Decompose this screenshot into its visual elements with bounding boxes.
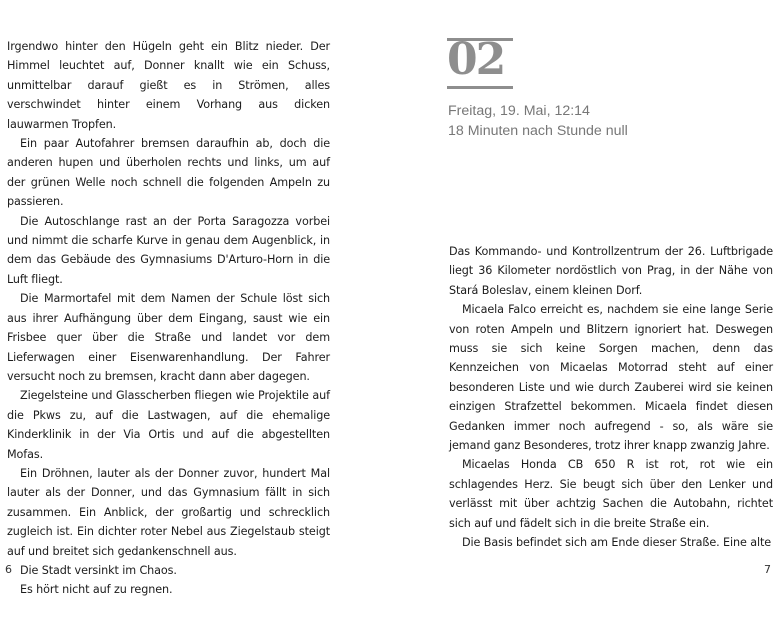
paragraph: Die Stadt versinkt im Chaos. — [20, 563, 177, 577]
paragraph: Ein paar Autofahrer bremsen daraufhin ab, doch die anderen hupen und überholen rechts und links, um auf der grünen Welle noch schnell die folgenden Ampeln zu passieren. — [7, 137, 330, 209]
paragraph: Das Kommando- und Kontrollzentrum der 26. Luftbrigade liegt 36 Kilometer nordöstlich von Prag, in der Nähe von Stará Boleslav, einem kleinen Dorf. — [449, 245, 773, 297]
paragraph: Es hört nicht auf zu regnen. — [20, 583, 173, 597]
right-page-body — [449, 242, 773, 553]
chapter-heading — [448, 101, 628, 141]
right-page — [389, 0, 778, 622]
paragraph: Ziegelsteine und Glasscherben fliegen wie Projektile auf die Pkws zu, auf die Lastwagen, auf die ehemalige Kinderklinik in der Via Ortis und auf die abgestellten Mofas. — [7, 389, 330, 461]
chapter-number: 02 — [447, 34, 505, 85]
chapter-date: Freitag, 19. Mai, 12:14 — [448, 103, 590, 119]
paragraph: Ein Dröhnen, lauter als der Donner zuvor, hundert Mal lauter als der Donner, und das Gymnasium fällt in sich zusammen. Ein Anblick, der großartig und schrecklich zugleich ist. Ein dichter roter Nebel aus Ziegelstaub steigt auf und breitet sich gedankenschnell aus. — [7, 466, 330, 558]
chapter-subtitle: 18 Minuten nach Stunde null — [448, 123, 628, 139]
paragraph: Micaelas Honda CB 650 R ist rot, rot wie ein schlagendes Herz. Sie beugt sich über den Lenker und verlässt mit über achtzig Sachen die Autobahn, richtet sich auf und fädelt sich in die breite Straße ein. — [449, 458, 773, 530]
page-number-right: 7 — [764, 563, 771, 576]
paragraph: Micaela Falco erreicht es, nachdem sie eine lange Serie von roten Ampeln und Blitzern ignoriert hat. Deswegen muss sie sich keine Sorgen machen, denn das Kennzeichen von Micaelas Motorrad steht auf einer besonderen Liste und wie durch Zauberei wird sie keinen einzigen Strafzettel bekommen. Micaela findet diesen Gedanken immer noch aufregend - so, als wäre sie jemand ganz Besonderes, trotz ihrer knapp zwanzig Jahre. — [449, 303, 773, 453]
paragraph: Die Basis befindet sich am Ende dieser Straße. Eine alte — [462, 536, 772, 550]
left-page-body — [7, 37, 330, 600]
paragraph: Die Marmortafel mit dem Namen der Schule löst sich aus ihrer Aufhängung über dem Eingang, saust wie ein Frisbee quer über die Straße und landet vor dem Lieferwagen einer Eisenwarenhandlung. Der Fahrer versucht noch zu bremsen, kracht dann aber dagegen. — [7, 292, 330, 383]
page-number-left: 6 — [5, 563, 12, 576]
paragraph: Irgendwo hinter den Hügeln geht ein Blitz nieder. Der Himmel leuchtet auf, Donner knallt wie ein Schuss, unmittelbar darauf gießt es in Strömen, alles verschwindet hinter einem Vorhang aus dicken lauwarmen Tropfen. — [7, 40, 330, 131]
chapter-rule-bottom — [447, 86, 513, 89]
paragraph: Die Autoschlange rast an der Porta Saragozza vorbei und nimmt die scharfe Kurve in genau dem Augenblick, in dem das Gebäude des Gymnasiums D'Arturo-Horn in die Luft fliegt. — [7, 214, 330, 286]
